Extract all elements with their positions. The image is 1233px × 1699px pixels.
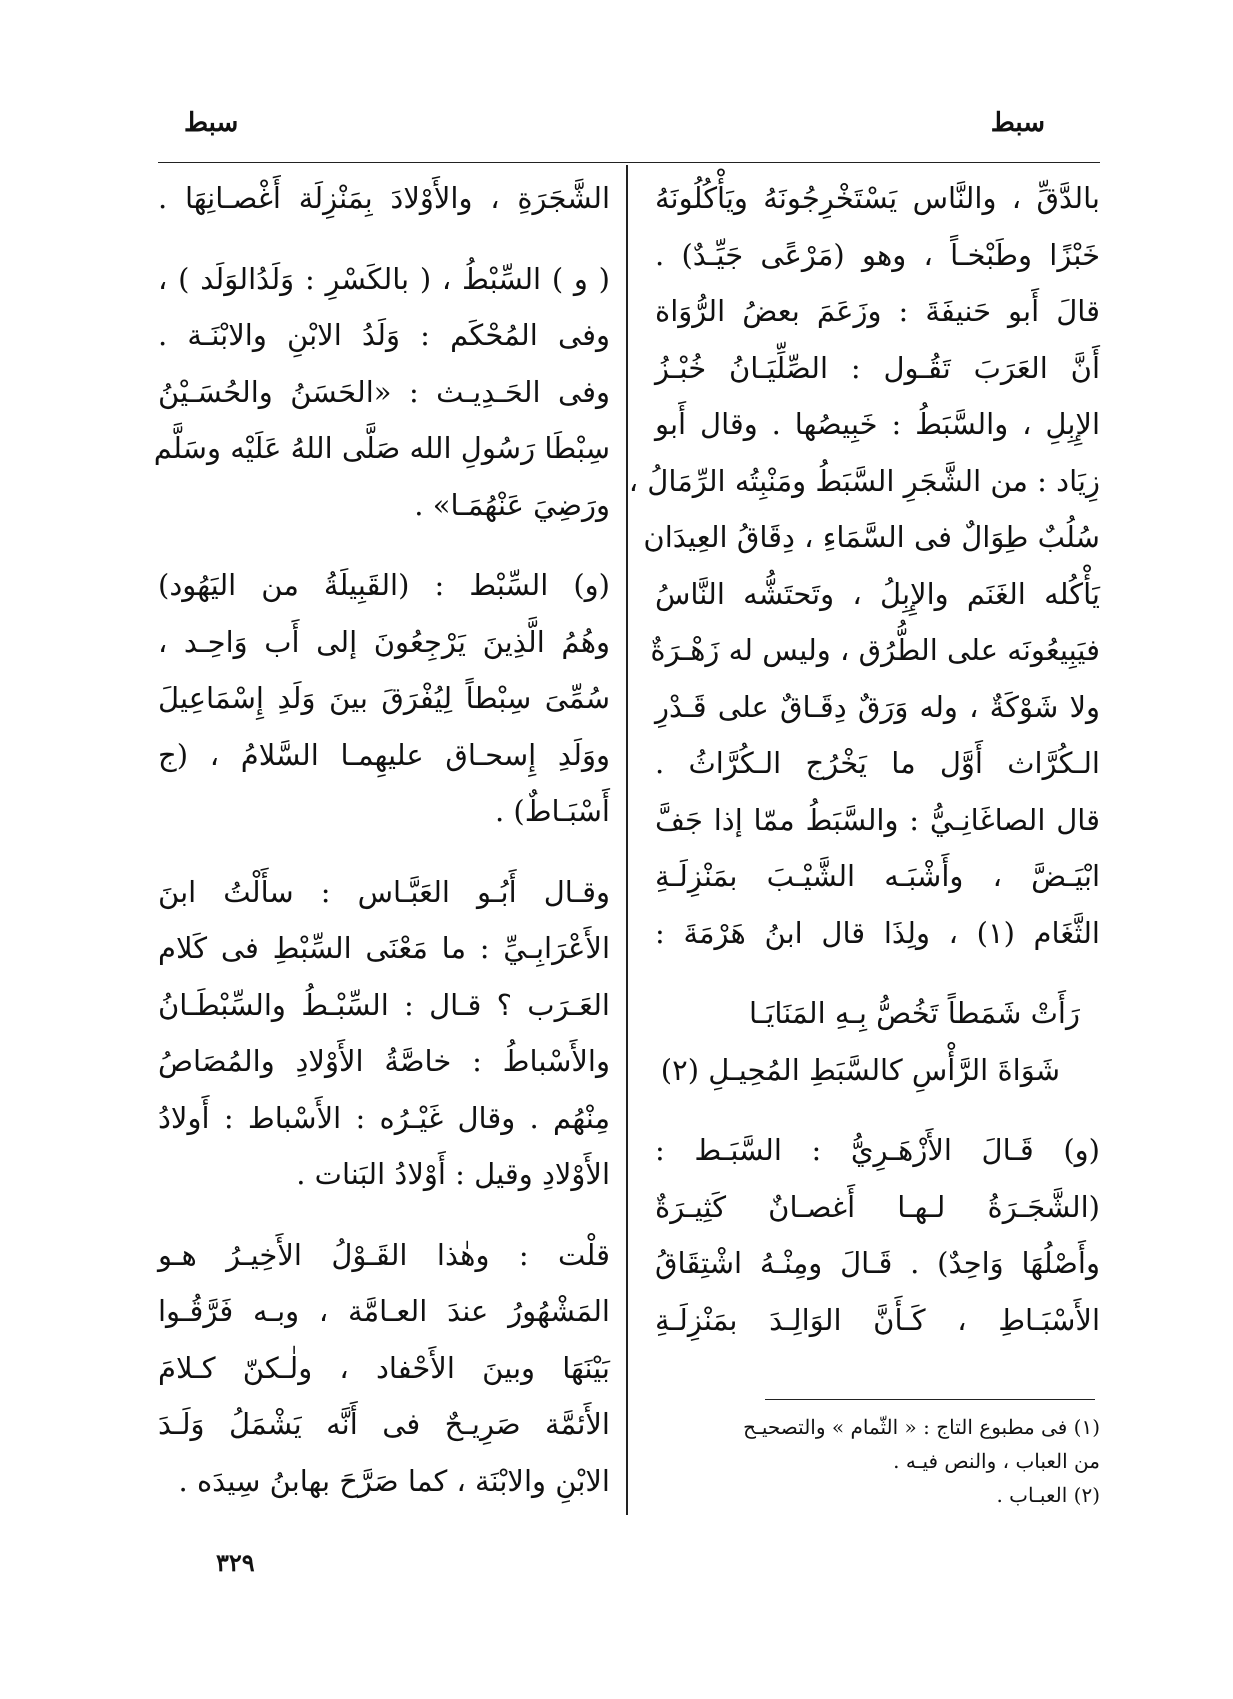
text-line: الأَعْرَابِـيِّ : ما مَعْنَى السِّبْطِ فى كَلام [158, 931, 610, 965]
paragraph-gap [158, 533, 610, 557]
text-line: مِنْهُم . وقال غَيْـرُه : الأَسْباط : أَولادُ [158, 1100, 610, 1135]
text-line: زِيَاد : من الشَّجَرِ السَّبَطُ ومَنْبِتُه الرِّمَالُ ، [628, 463, 1100, 498]
text-line: وأَصْلُهَا وَاحِدٌ) . قَـالَ ومِنْـهُ اشْتِقَاقُ [655, 1246, 1100, 1280]
running-head-right: سبط [990, 108, 1045, 138]
text-line: سِبْطَا رَسُولِ الله صَلَّى اللهُ عَلَيْه وسَلَّم [153, 431, 610, 465]
text-line: يَأْكُله الغَنَم والإِبِلُ ، وتَحتَشُّه النَّاسُ [655, 576, 1100, 611]
text-line: العَـرَب ؟ قـال : السِّبْـطُ والسِّبْطَـانُ [158, 987, 610, 1022]
text-line: بَيْنَهَا وبينَ الأَحْفاد ، ولٰـكنّ كـلامَ [158, 1350, 610, 1385]
right-column [628, 170, 1100, 1348]
text-line: المَشْهُورُ عندَ العـامَّة ، وبـه فَرَّقُـوا [158, 1294, 610, 1328]
text-line: بالدَّقِّ ، والنَّاس يَسْتَخْرِجُونَهُ ويَأْكُلُونَهُ [655, 181, 1100, 215]
paragraph-gap [655, 961, 1100, 985]
paragraph-gap [655, 1098, 1100, 1122]
text-line: الأَوْلادِ وقيل : أَوْلادُ البَنات . [296, 1157, 610, 1191]
text-line: قالَ أَبو حَنيفَةَ : وزَعَمَ بعضُ الرُّوَاة [655, 294, 1100, 328]
text-line: أَنَّ العَرَبَ تَقُـول : الصِّلِّيَـانُ خُبْـزُ [655, 350, 1100, 385]
column-divider [626, 165, 628, 1515]
text-line: فيَبِيعُونَه على الطُّرُق ، وليس له زَهْـرَةٌ [650, 633, 1100, 667]
text-line: سُمِّىَ سِبْطاً لِيُفْرَقَ بينَ وَلَدِ إِسْمَاعِيلَ [158, 681, 610, 715]
text-line: سُلُبٌ طِوَالٌ فى السَّمَاءِ ، دِقَاقُ العِيدَان [643, 520, 1100, 554]
text-line: ورَضِيَ عَنْهُمَـا» . [414, 487, 610, 522]
text-line: الثَّغَام (١) ، ولِذَا قال ابنُ هَرْمَةَ : [655, 915, 1100, 950]
text-line: وهُمُ الَّذِينَ يَرْجِعُونَ إلى أَب وَاحِـد ، [158, 624, 610, 659]
verse-line: رَأَتْ شَمَطاً تَخُصُّ بِـهِ المَنَايَـا [748, 996, 1080, 1030]
text-line: (الشَّجَـرَةُ لـهـا أَغصـانٌ كَثِيـرَةٌ [655, 1189, 1100, 1224]
text-line: الإِبِلِ ، والسَّبَطُ : خَبِيصُها . وقال أَبو [655, 407, 1100, 441]
text-line: الشَّجَرَةِ ، والأَوْلادَ بِمَنْزِلَة أَغْصـانِهَا . [158, 181, 610, 215]
text-line: قال الصاغَانِـيُّ : والسَّبَطُ ممّا إذا جَفَّ [655, 802, 1100, 837]
text-line: وفى الحَـدِيـث : «الحَسَنُ والحُسَـيْنُ [158, 374, 610, 409]
text-line: ولا شَوْكَةٌ ، وله وَرَقٌ دِقَـاقٌ على قَـدْرِ [655, 689, 1100, 724]
footnote-2: (٢) العبـاب . [996, 1483, 1100, 1507]
text-line: (و) قَـالَ الأَزْهَـرِيُّ : السَّبَـط : [655, 1133, 1100, 1167]
text-line: الأَسْبَـاطِ ، كَـأَنَّ الوَالِـدَ بمَنْزِلَـةِ [655, 1302, 1100, 1337]
footnote-1-continued: من العباب ، والنص فيـه . [893, 1449, 1100, 1473]
text-line: ( و ) السِّبْطُ ، ( بالكَسْرِ : وَلَدُالوَلَد ) ، [158, 261, 610, 296]
text-line: ووَلَدِ إِسحـاق عليهِمـا السَّلامُ ، (ج [158, 737, 610, 772]
footnote-rule [765, 1399, 1095, 1400]
text-line: قلْت : وهٰذا القَـوْلُ الأَخِيـرُ هـو [158, 1237, 610, 1272]
left-column [153, 170, 610, 1509]
text-line: (و) السِّبْط : (القَبِيلَةُ من اليَهُود) [158, 568, 610, 602]
text-line: وقـال أَبُـو العَبَّـاس : سأَلْتُ ابنَ [158, 874, 610, 909]
text-line: خَبْزًا وطَبْخـاً ، وهو (مَرْعًى جَيِّـدٌ) . [655, 237, 1100, 272]
paragraph-gap [158, 840, 610, 864]
footnotes [660, 1410, 1100, 1512]
verse-line: شَوَاةَ الرَّأْسِ كالسَّبَطِ المُحِيـلِ (٢) [660, 1052, 1060, 1087]
footnote-1: (١) فى مطبوع التاج : « الثّمام » والتصحيـح [743, 1415, 1100, 1439]
text-line: الابْنِ والابْنَة ، كما صَرَّحَ بهابنُ سِيدَه . [178, 1463, 610, 1498]
text-line: ابْيَـضَّ ، وأَشْبَـه الشَّيْـبَ بمَنْزِلَـةِ [655, 859, 1100, 893]
text-line: الأَئمَّة صَرِيـحٌ فى أَنَّه يَشْمَلُ وَلَـدَ [158, 1407, 610, 1441]
paragraph-gap [158, 227, 610, 251]
page-number: ٣٢٩ [216, 1548, 255, 1577]
text-line: والأَسْباطُ : خاصَّةُ الأَوْلادِ والمُصَاصُ [158, 1044, 610, 1078]
header-rule [158, 162, 1100, 163]
text-line: أَسْبَـاطٌ) . [494, 794, 610, 828]
running-head-left: سبط [184, 108, 239, 138]
text-line: وفى المُحْكَم : وَلَدُ الابْنِ والابْنَـة . [158, 318, 610, 352]
paragraph-gap [158, 1203, 610, 1227]
text-line: الـكُرَّاث أَوَّل ما يَخْرُج الـكُرَّاثُ . [655, 746, 1100, 780]
